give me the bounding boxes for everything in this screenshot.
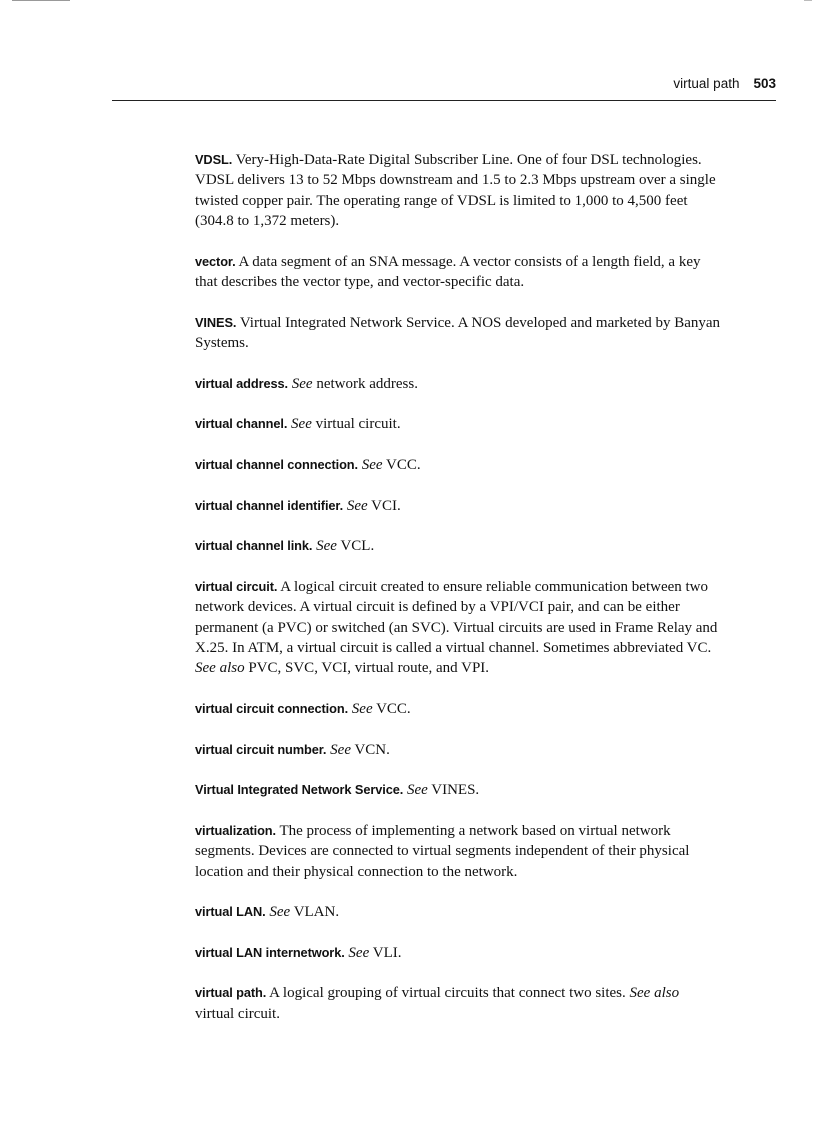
glossary-entry-virtual-channel-connection [195, 455, 721, 475]
glossary-entry-virtual-lan [195, 902, 721, 922]
see-label: See [348, 944, 370, 961]
glossary-entry-virtual-path [195, 983, 721, 1024]
entry-definition: The process of implementing a network based on virtual network segments. Devices are connected to virtual segments independent of their physical location and their physical connection to the network. [195, 822, 690, 880]
glossary-entry-virtual-integrated-network-service [195, 780, 721, 800]
glossary-entry-virtualization [195, 821, 721, 882]
glossary-entry-virtual-lan-internetwork [195, 943, 721, 963]
see-label: See [330, 741, 351, 758]
entry-term: virtual address. [195, 375, 288, 391]
glossary-entry-virtual-channel-link [195, 536, 721, 556]
see-also-label: See also [195, 660, 245, 677]
glossary-entry-vines [195, 313, 721, 354]
cross-reference: VCL. [340, 538, 375, 555]
entry-term: virtual LAN. [195, 904, 266, 920]
entry-term: Virtual Integrated Network Service. [195, 782, 404, 798]
see-also-references: virtual circuit. [195, 1005, 280, 1022]
see-label: See [316, 538, 337, 555]
cross-reference: VCI. [371, 497, 401, 514]
corner-mark [804, 0, 812, 1]
crop-mark [12, 0, 70, 1]
see-label: See [291, 416, 312, 433]
entry-term: virtual channel identifier. [195, 497, 344, 513]
see-label: See [269, 904, 291, 921]
glossary-entry-vdsl [195, 150, 721, 232]
see-label: See [406, 782, 428, 799]
glossary-entry-virtual-channel [195, 414, 721, 434]
cross-reference: VCN. [354, 741, 390, 758]
see-also-references: PVC, SVC, VCI, virtual route, and VPI. [248, 660, 490, 677]
cross-reference: VLI. [372, 944, 402, 961]
glossary-entry-virtual-channel-identifier [195, 496, 721, 516]
glossary-entry-virtual-address [195, 374, 721, 394]
cross-reference: VLAN. [293, 904, 340, 921]
page-number: 503 [753, 76, 776, 91]
entry-term: virtual LAN internetwork. [195, 944, 345, 960]
entry-definition: Virtual Integrated Network Service. A NOS developed and marketed by Banyan Systems. [195, 314, 721, 352]
glossary-entries [195, 150, 721, 1044]
running-head [673, 76, 776, 91]
entry-term: vector. [195, 253, 236, 269]
running-head-term: virtual path [673, 76, 740, 91]
entry-definition: A logical grouping of virtual circuits that connect two sites. [269, 985, 626, 1002]
entry-definition: A data segment of an SNA message. A vector consists of a length field, a key that describes the vector type, and vector-specific data. [195, 253, 701, 291]
see-label: See [346, 497, 368, 514]
cross-reference: VCC. [376, 701, 411, 717]
cross-reference: VINES. [431, 782, 480, 799]
entry-term: virtual circuit number. [195, 741, 327, 757]
glossary-entry-virtual-circuit-number [195, 740, 721, 760]
entry-term: virtual path. [195, 985, 267, 1001]
entry-term: virtual circuit. [195, 578, 278, 594]
see-label: See [291, 375, 313, 392]
glossary-entry-virtual-circuit-connection [195, 699, 721, 719]
cross-reference: network address. [316, 375, 418, 392]
entry-term: virtual channel link. [195, 538, 313, 554]
see-label: See [351, 701, 373, 717]
cross-reference: VCC. [386, 457, 421, 473]
entry-term: virtual channel. [195, 416, 288, 432]
glossary-entry-virtual-circuit [195, 577, 721, 679]
header-rule [112, 100, 776, 101]
entry-term: virtual circuit connection. [195, 701, 349, 716]
entry-term: VDSL. [195, 152, 233, 167]
entry-term: VINES. [195, 314, 237, 330]
entry-term: virtual channel connection. [195, 457, 358, 472]
glossary-entry-vector [195, 252, 721, 293]
see-also-label: See also [629, 985, 680, 1002]
entry-definition: A logical circuit created to ensure reliable communication between two network devices. A virtual circuit is defined by a VPI/VCI pair, and can be either permanent (a PVC) or switched (an SVC). Virtual circuits are used in Frame Relay and X.25. In ATM, a virtual circuit is called a virtual channel. Sometimes abbreviated VC. [195, 578, 718, 656]
see-label: See [361, 457, 383, 473]
entry-definition: Very-High-Data-Rate Digital Subscriber Line. One of four DSL technologies. VDSL delivers 13 to 52 Mbps downstream and 1.5 to 2.3 Mbps upstream over a single twisted copper pair. The operating range of VDSL is limited to 1,000 to 4,500 feet (304.8 to 1,372 meters). [195, 152, 716, 230]
page-header [112, 76, 776, 96]
cross-reference: virtual circuit. [315, 416, 401, 433]
entry-term: virtualization. [195, 822, 276, 838]
